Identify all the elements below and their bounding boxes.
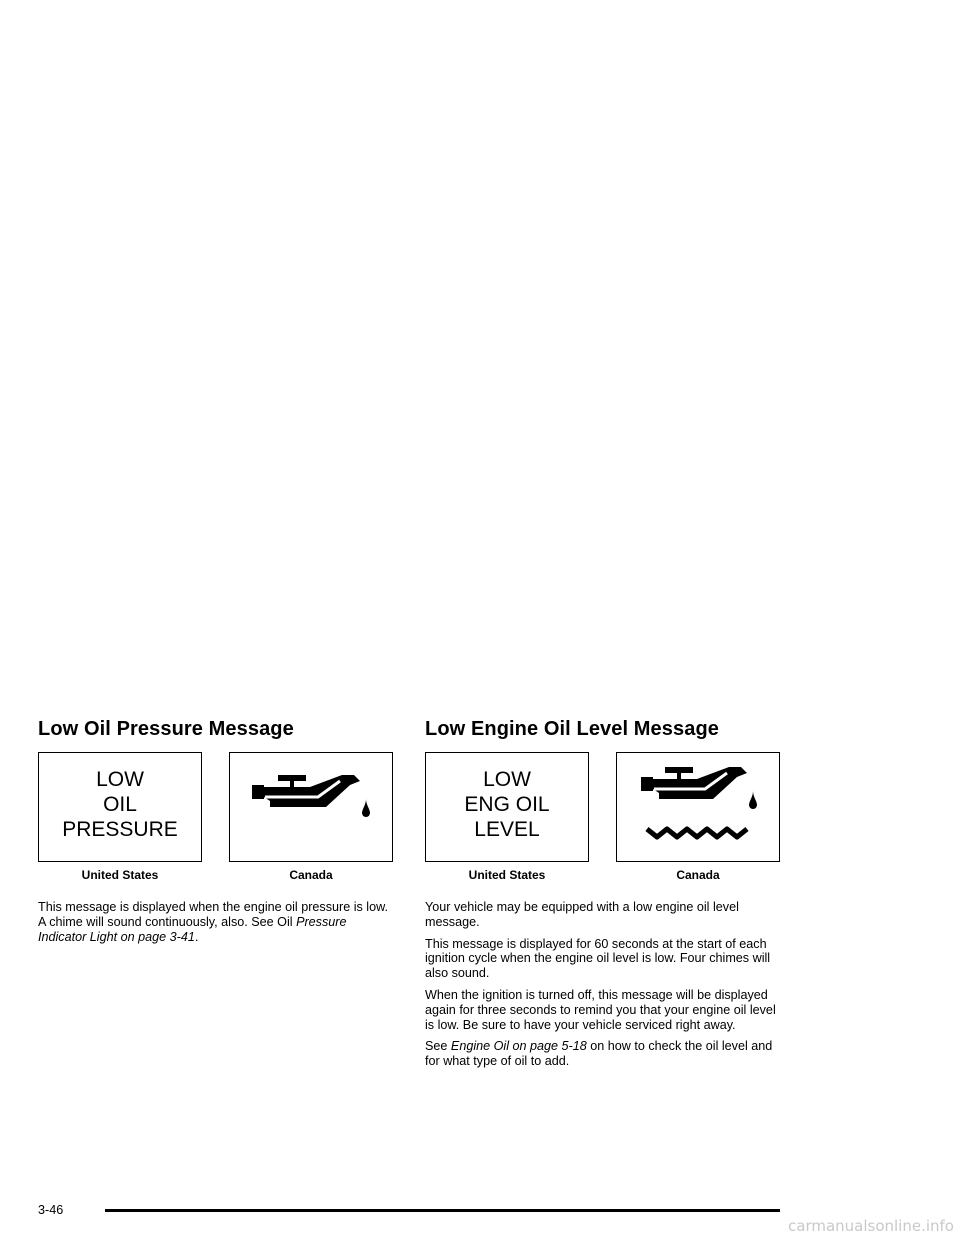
- body-paragraph: [38, 900, 398, 944]
- caption-united-states: United States: [81, 868, 159, 882]
- oil-can-level-icon: [617, 753, 779, 861]
- us-message-text: LOW OIL PRESSURE: [62, 768, 178, 841]
- caption-canada: Canada: [289, 868, 333, 882]
- cross-reference-link[interactable]: Engine Oil on page 5-18: [450, 1039, 587, 1054]
- section-heading: Low Engine Oil Level Message: [425, 718, 719, 740]
- us-message-text: LOW ENG OIL LEVEL: [464, 768, 550, 841]
- caption-canada: Canada: [676, 868, 720, 882]
- us-message-panel: [425, 752, 589, 862]
- paragraph-end: .: [194, 929, 199, 944]
- body-paragraph-4: [425, 1039, 785, 1069]
- us-message-panel: [38, 752, 202, 862]
- body-paragraph-2: This message is displayed for 60 seconds at the start of each ignition cycle when the engine oil level is low. Four chimes will also sound.: [425, 936, 771, 981]
- message-figures: [38, 752, 398, 900]
- oil-can-icon: [230, 753, 392, 861]
- page-number: 3-46: [38, 1203, 64, 1217]
- body-paragraph-3: When the ignition is turned off, this message will be displayed again for three seconds to remind you that your engine oil level is low. Be sure to have your vehicle serviced right away.: [425, 987, 776, 1032]
- watermark: carmanualsonline.info: [788, 1217, 954, 1235]
- section-heading: Low Oil Pressure Message: [38, 718, 294, 740]
- low-oil-pressure-section: [38, 716, 398, 951]
- canada-message-panel: [616, 752, 780, 862]
- message-figures: [425, 752, 785, 900]
- low-engine-oil-level-section: [425, 716, 785, 1076]
- caption-united-states: United States: [468, 868, 546, 882]
- paragraph-text: See: [425, 1039, 451, 1054]
- body-paragraph-1: Your vehicle may be equipped with a low engine oil level message.: [425, 900, 739, 929]
- canada-message-panel: [229, 752, 393, 862]
- cross-reference-link[interactable]: Pressure Indicator Light on page 3-41: [38, 914, 347, 944]
- paragraph-text: This message is displayed when the engine oil pressure is low. A chime will sound continuously, also. See Oil: [38, 900, 389, 929]
- paragraph-end: on how to check the oil level and for what type of oil to add.: [425, 1039, 773, 1069]
- footer-rule: [105, 1209, 780, 1212]
